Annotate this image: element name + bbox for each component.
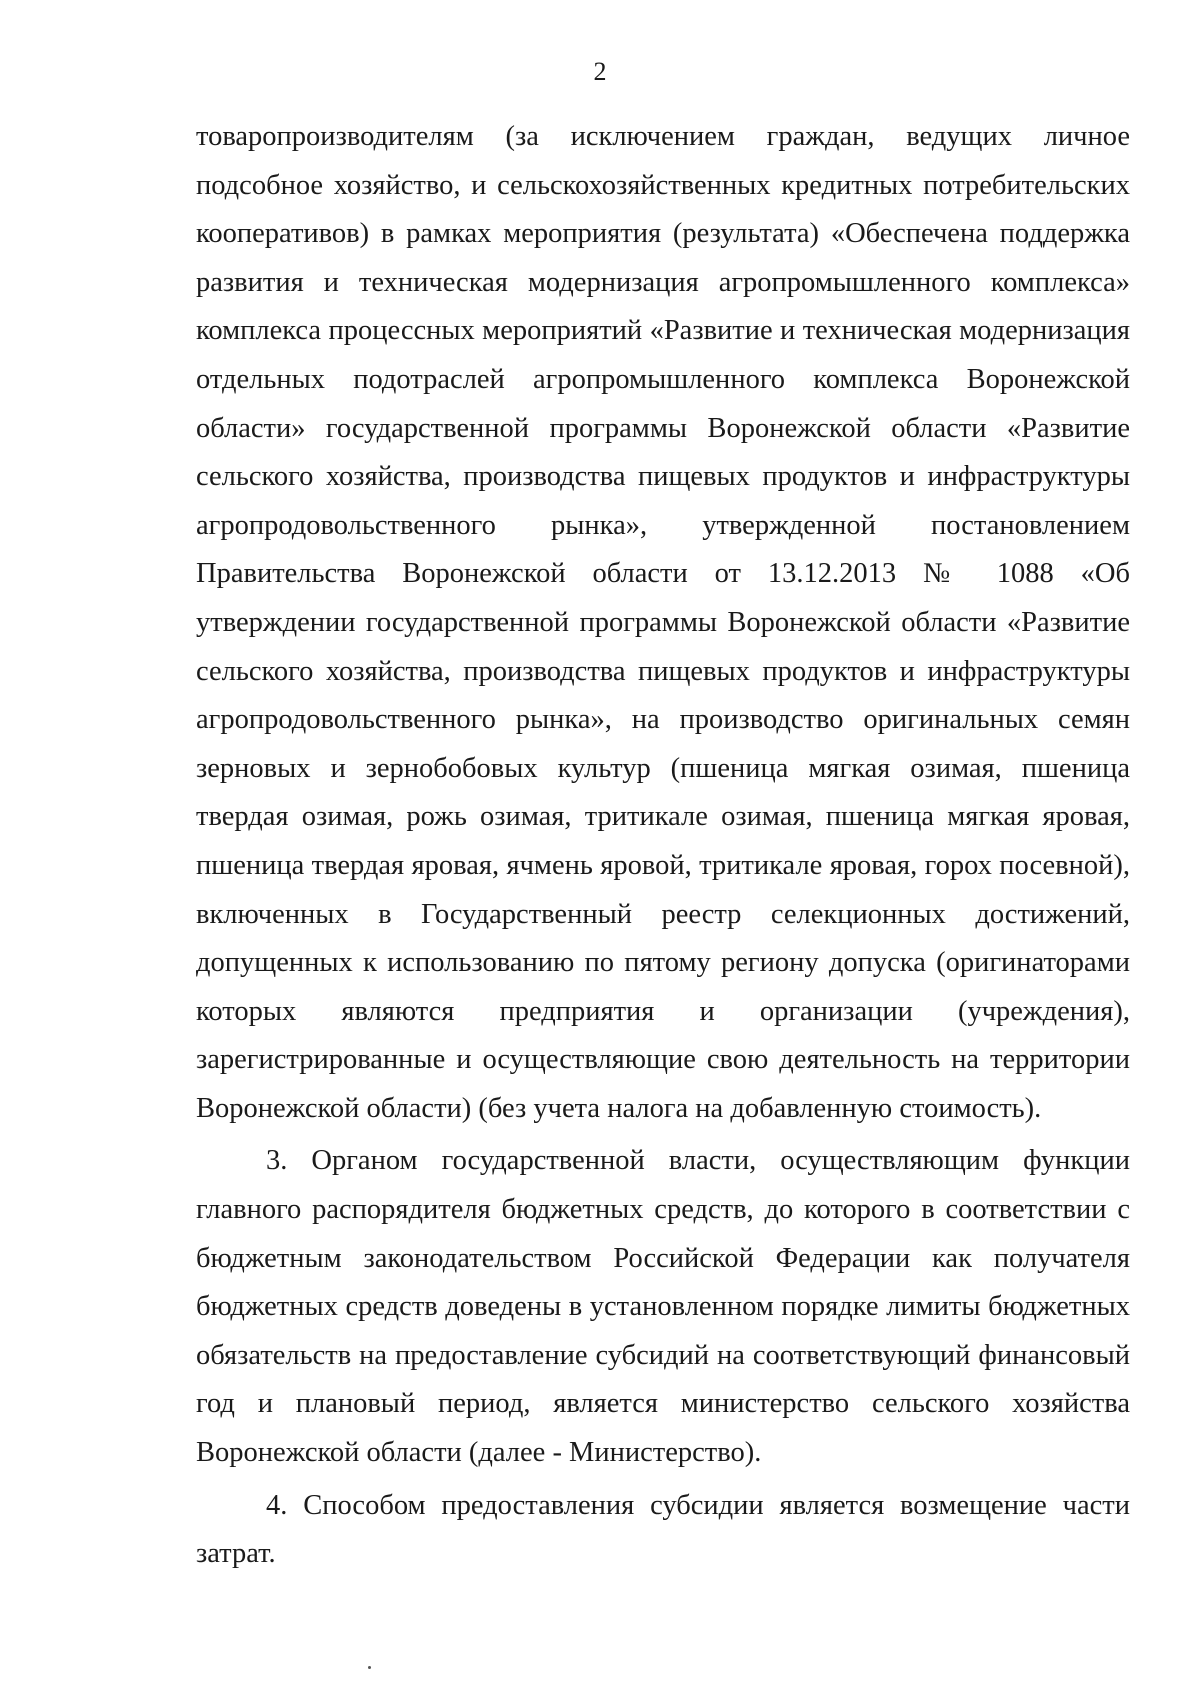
scan-speck bbox=[368, 1666, 371, 1669]
paragraph-4: 4. Способом предоставления субсидии является возмещение части затрат. bbox=[196, 1489, 1130, 1570]
paragraph-3: 3. Органом государственной власти, осуществляющим функции главного распорядителя бюджетных средств, до которого в соответствии с бюджетным законодательством Российской Федерации как получателя бюджетных средств доведены в установленном порядке лимиты бюджетных обязательств на предоставление субсидий на соответствующий финансовый год и плановый период, является министерство сельского хозяйства Воронежской области (далее - Министерство). bbox=[196, 1145, 1130, 1469]
paragraph-continuation: товаропроизводителям (за исключением граждан, ведущих личное подсобное хозяйство, и сельскохозяйственных кредитных потребительских кооперативов) в рамках мероприятия (результата) «Обеспечена поддержка развития и техническая модернизация агропромышленного комплекса» комплекса процессных мероприятий «Развитие и техническая модернизация отдельных подотраслей агропромышленного комплекса Воронежской области» государственной программы Воронежской области «Развитие сельского хозяйства, производства пищевых продуктов и инфраструктуры агропродовольственного рынка», утвержденной постановлением Правительства Воронежской области от 13.12.2013 № 1088 «Об утверждении государственной программы Воронежской области «Развитие сельского хозяйства, производства пищевых продуктов и инфраструктуры агропродовольственного рынка», на производство оригинальных семян зерновых и зернобобовых культур (пшеница мягкая озимая, пшеница твердая озимая, рожь озимая, тритикале озимая, пшеница мягкая яровая, пшеница твердая яровая, ячмень яровой, тритикале яровая, горох посевной), включенных в Государственный реестр селекционных достижений, допущенных к использованию по пятому региону допуска (оригинаторами которых являются предприятия и организации (учреждения), зарегистрированные и осуществляющие свою деятельность на территории Воронежской области) (без учета налога на добавленную стоимость). bbox=[196, 121, 1130, 1124]
page-number: 2 bbox=[593, 57, 607, 86]
document-body bbox=[196, 113, 1130, 1579]
